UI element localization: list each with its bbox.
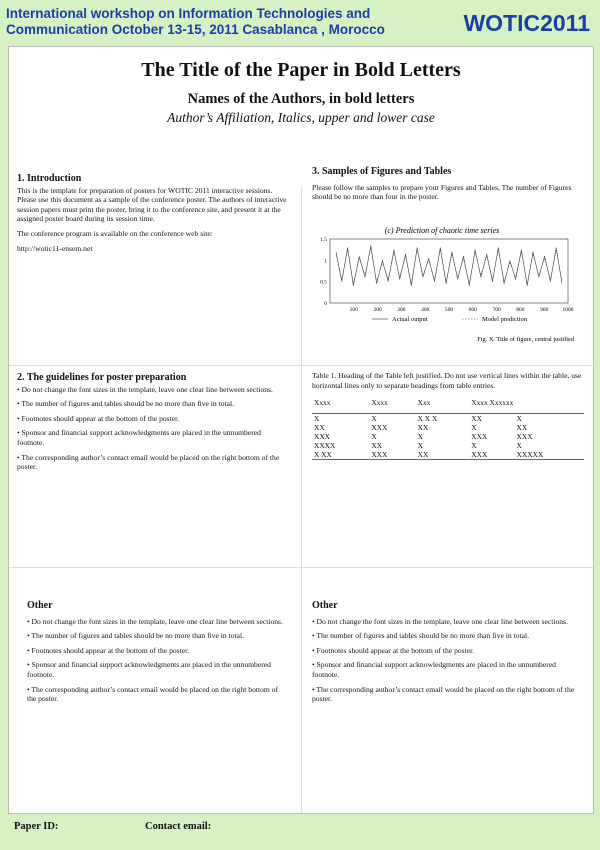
intro-heading: 1. Introduction: [17, 173, 82, 184]
y-tick-label: 1.5: [320, 237, 327, 243]
poster-title: The Title of the Paper in Bold Letters: [141, 59, 461, 81]
other-left-item: • The number of figures and tables should be no more than five in total.: [27, 631, 244, 641]
x-tick-label: 1000: [562, 307, 574, 313]
column-divider: [301, 187, 302, 813]
guideline-item: • Sponsor and financial support acknowledgments are placed in the unnumbered footnote.: [17, 428, 261, 447]
section-other-right: [312, 601, 584, 709]
other-right-heading: Other: [312, 600, 338, 611]
intro-website: http://wotic11-ensem.net: [17, 243, 93, 253]
poster-authors: Names of the Authors, in bold letters: [187, 91, 415, 107]
chart-legend: [372, 316, 528, 323]
conference-header: [6, 6, 385, 38]
guideline-item: • The corresponding author’s contact email would be placed on the right bottom of the poster.: [17, 452, 280, 472]
poster-sheet: [8, 46, 594, 814]
wotic-logo: WOTIC2011: [463, 10, 590, 36]
y-tick-label: 1: [324, 258, 327, 265]
table-row: X XX XXX XX XXX XXXXX: [312, 450, 584, 460]
chart-title: (c) Prediction of chaotic time series: [384, 226, 500, 235]
guidelines-heading: 2. The guidelines for poster preparation: [17, 372, 187, 383]
table-row: XXX X X XXX XXX: [314, 432, 533, 442]
section-samples: [312, 167, 584, 207]
guideline-item: • Do not change the font sizes in the template, leave one clear line between sections.: [17, 384, 273, 394]
table-row: XX XXX XX X XX: [314, 423, 528, 433]
data-table: [312, 398, 584, 460]
figure-caption: Fig. X. Title of figure, central justified: [477, 336, 574, 343]
header-line-2: Communication October 13-15, 2011 Casablanca , Morocco: [6, 22, 385, 37]
title-block: [9, 59, 593, 126]
plot-area: [330, 239, 568, 303]
table-row: XXXX XX X X X: [314, 441, 522, 451]
table-header-cell: Xxxx: [371, 398, 388, 408]
x-tick-label: 500: [444, 307, 454, 313]
x-tick-label: 300: [397, 307, 406, 313]
other-right-item: • Sponsor and financial support acknowledgments are placed in the unnumbered footnote.: [312, 660, 556, 679]
header-line-1: International workshop on Information Technologies and: [6, 6, 371, 21]
x-tick-label: 400: [421, 307, 430, 313]
other-right-item: • Footnotes should appear at the bottom of the poster.: [312, 645, 475, 655]
x-tick-label: 800: [516, 307, 525, 313]
legend-actual-label: Actual output: [392, 316, 428, 323]
section-guidelines: [17, 373, 289, 477]
table-header-cell: Xxx: [417, 398, 431, 408]
samples-paragraph: Please follow the samples to prepare your Figures and Tables, The number of Figures should be no more than four in the poster.: [312, 182, 572, 202]
section-introduction: [17, 174, 289, 258]
x-tick-label: 700: [492, 307, 501, 313]
other-left-heading: Other: [27, 600, 53, 611]
row-divider-1: [9, 365, 593, 366]
guideline-item: • The number of figures and tables should be no more than five in total.: [17, 399, 234, 409]
intro-paragraph: This is the template for preparation of posters for WOTIC 2011 interactive sessions. Please use this document as a sample of the conference poster. The authors of interactive session papers must print the poster, bring it to the conference site, and present it at the assigned poster board during its session time.: [17, 185, 287, 224]
table-header-row: [312, 398, 584, 407]
table-row: X X X X X XX X: [314, 414, 522, 424]
other-right-item: • The corresponding author’s contact email would be placed on the right bottom of the poster.: [312, 684, 575, 704]
section-table: [312, 371, 584, 460]
legend-model-label: Model prediction: [482, 316, 527, 323]
guideline-item: • Footnotes should appear at the bottom of the poster.: [17, 413, 180, 423]
table-heading: Table 1. Heading of the Table left justified. Do not use vertical lines within the table, use horizontal lines only to separate headings from table entries.: [312, 371, 582, 390]
contact-email-label: Contact email:: [145, 821, 212, 832]
section-other-left: [27, 601, 289, 709]
paper-id-label: Paper ID:: [14, 821, 59, 832]
row-divider-2: [9, 567, 593, 568]
x-tick-label: 100: [349, 307, 358, 313]
other-left-item: • Footnotes should appear at the bottom of the poster.: [27, 645, 190, 655]
x-tick-label: 600: [468, 307, 477, 313]
other-left-item: • Sponsor and financial support acknowledgments are placed in the unnumbered footnote.: [27, 660, 271, 679]
poster-affiliation: Author’s Affiliation, Italics, upper and lower case: [167, 110, 435, 125]
samples-heading: 3. Samples of Figures and Tables: [312, 166, 452, 177]
table-header-cell: Xxxx: [314, 398, 331, 408]
y-tick-label: 0: [324, 301, 327, 307]
x-tick-label: 200: [373, 307, 382, 313]
other-left-item: • The corresponding author’s contact email would be placed on the right bottom of the poster.: [27, 684, 279, 704]
figure-chart: [312, 223, 584, 349]
intro-program-text: The conference program is available on the conference web site:: [17, 228, 213, 238]
other-right-item: • Do not change the font sizes in the template, leave one clear line between sections.: [312, 616, 568, 626]
y-tick-label: 0.5: [320, 279, 327, 286]
table-header-cell: Xxxx Xxxxxx: [471, 398, 514, 408]
other-right-item: • The number of figures and tables should be no more than five in total.: [312, 631, 529, 641]
other-left-item: • Do not change the font sizes in the template, leave one clear line between sections.: [27, 616, 283, 626]
x-tick-label: 900: [540, 307, 549, 313]
